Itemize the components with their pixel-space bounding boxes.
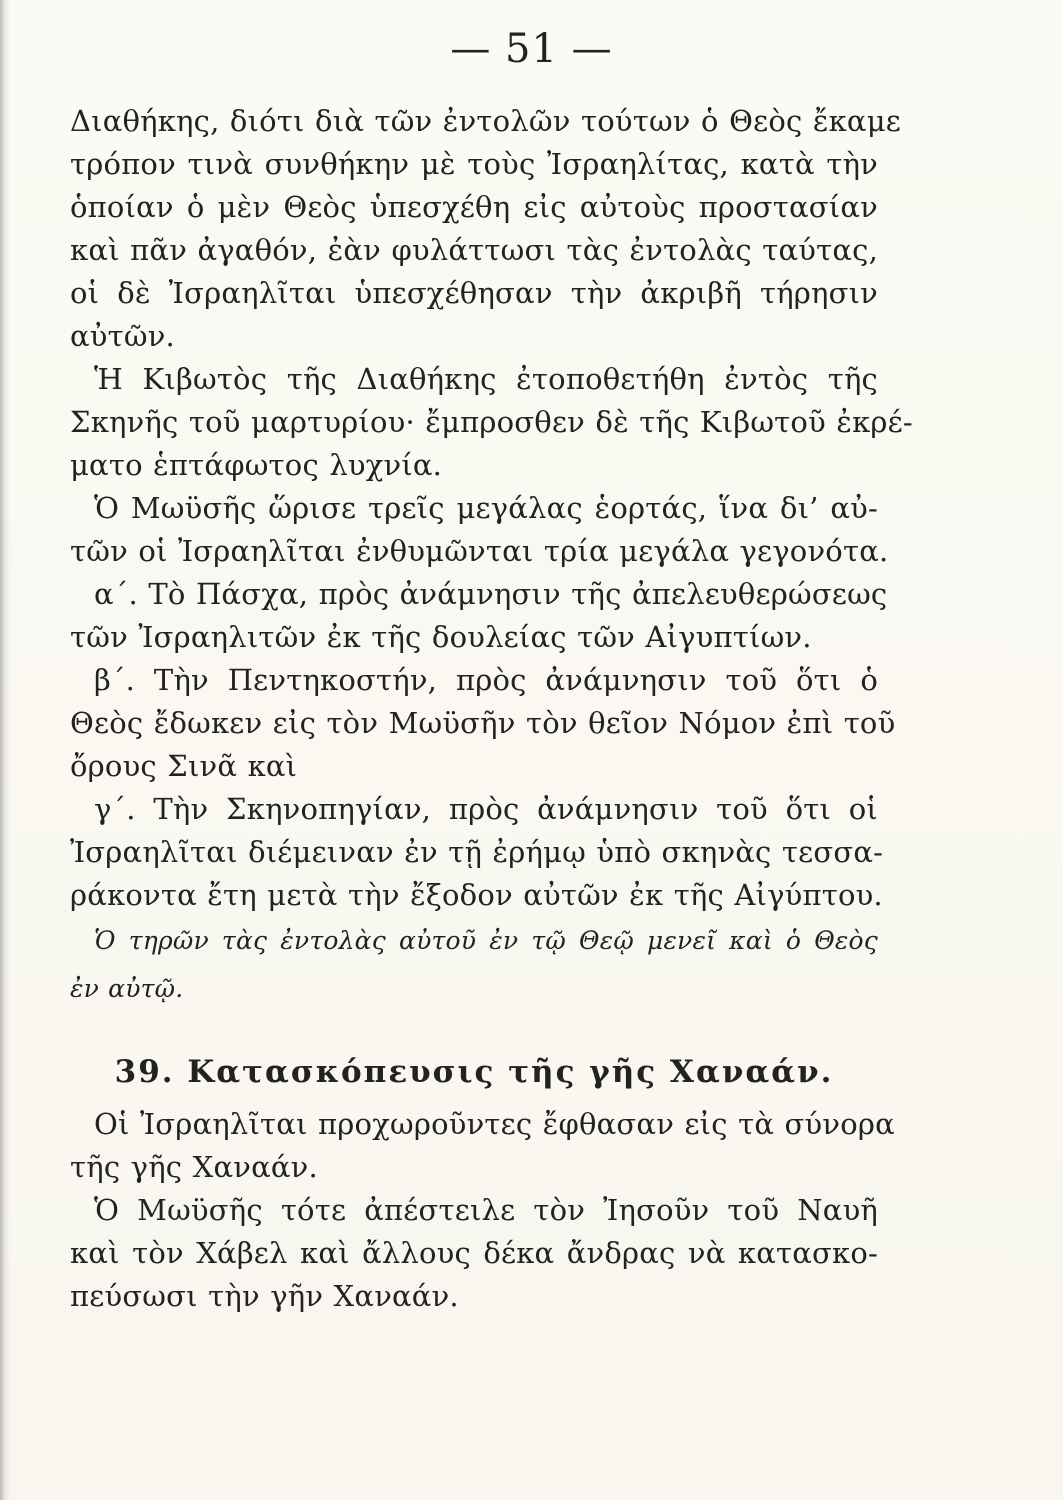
text-line: Ὁ Μωϋσῆς ὥρισε τρεῖς μεγάλας ἑορτάς, ἵνα δι’ αὐ-: [94, 491, 878, 525]
text-line: α΄. Τὸ Πάσχα, πρὸς ἀνάμνησιν τῆς ἀπελευθερώσεως: [94, 577, 888, 611]
page-content: [70, 100, 913, 1318]
section-body: [70, 1103, 895, 1318]
section-heading: 39. Κατασκόπευσις τῆς γῆς Χαναάν.: [114, 1054, 834, 1090]
text-line: καὶ πᾶν ἀγαθόν, ἐὰν φυλάττωσι τὰς ἐντολὰς ταύτας,: [70, 233, 878, 267]
text-line: ὁποίαν ὁ μὲν Θεὸς ὑπεσχέθη εἰς αὐτοὺς προστασίαν: [70, 190, 878, 224]
quote-line: Ὁ τηρῶν τὰς ἐντολὰς αὐτοῦ ἐν τῷ Θεῷ μενεῖ καὶ ὁ Θεὸς: [94, 926, 878, 955]
text-line: καὶ τὸν Χάβελ καὶ ἄλλους δέκα ἄνδρας νὰ κατασκο-: [70, 1236, 878, 1270]
text-line: τῶν Ἰσραηλιτῶν ἐκ τῆς δουλείας τῶν Αἰγυπτίων.: [70, 620, 812, 654]
text-line: αὐτῶν.: [70, 319, 175, 353]
text-line: γ΄. Τὴν Σκηνοπηγίαν, πρὸς ἀνάμνησιν τοῦ ὅτι οἱ: [94, 792, 878, 826]
text-line: τῆς γῆς Χαναάν.: [70, 1150, 318, 1184]
text-line: Ἡ Κιβωτὸς τῆς Διαθήκης ἐτοποθετήθη ἐντὸς τῆς: [94, 362, 878, 396]
text-line: Ὁ Μωϋσῆς τότε ἀπέστειλε τὸν Ἰησοῦν τοῦ Ναυῆ: [94, 1193, 878, 1227]
text-line: ὄρους Σινᾶ καὶ: [70, 749, 298, 783]
text-line: ράκοντα ἔτη μετὰ τὴν ἔξοδον αὐτῶν ἐκ τῆς Αἰγύπτου.: [70, 878, 883, 912]
text-line: τῶν οἱ Ἰσραηλῖται ἐνθυμῶνται τρία μεγάλα γεγονότα.: [70, 534, 889, 568]
text-line: πεύσωσι τὴν γῆν Χαναάν.: [70, 1279, 459, 1313]
page-edge: [0, 0, 10, 1500]
text-line: β΄. Τὴν Πεντηκοστήν, πρὸς ἀνάμνησιν τοῦ ὅτι ὁ: [94, 663, 878, 697]
page-number: — 51 —: [450, 26, 613, 72]
text-line: Οἱ Ἰσραηλῖται προχωροῦντες ἔφθασαν εἰς τὰ σύνορα: [94, 1107, 895, 1141]
text-line: Διαθήκης, διότι διὰ τῶν ἐντολῶν τούτων ὁ Θεὸς ἔκαμε: [70, 104, 901, 138]
text-line: Ἰσραηλῖται διέμειναν ἐν τῇ ἐρήμῳ ὑπὸ σκηνὰς τεσσα-: [70, 835, 884, 869]
text-line: οἱ δὲ Ἰσραηλῖται ὑπεσχέθησαν τὴν ἀκριβῆ τήρησιν: [70, 276, 878, 310]
text-line: Θεὸς ἔδωκεν εἰς τὸν Μωϋσῆν τὸν θεῖον Νόμον ἐπὶ τοῦ: [70, 706, 896, 740]
text-line: Σκηνῆς τοῦ μαρτυρίου· ἔμπροσθεν δὲ τῆς Κιβωτοῦ ἐκρέ-: [70, 405, 913, 439]
text-line: ματο ἑπτάφωτος λυχνία.: [70, 448, 443, 482]
text-line: τρόπον τινὰ συνθήκην μὲ τοὺς Ἰσραηλίτας, κατὰ τὴν: [70, 147, 878, 181]
quote-line: ἐν αὐτῷ.: [70, 974, 184, 1003]
